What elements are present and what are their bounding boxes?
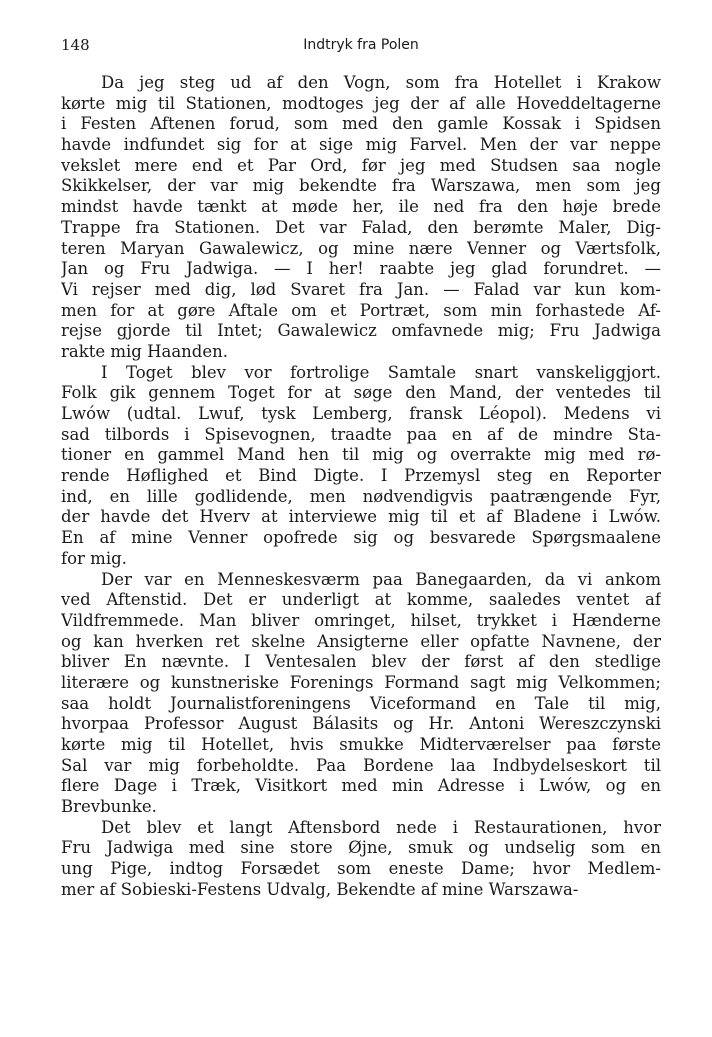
- text-line: Vildfremmede. Man bliver omringet, hilset, trykket i Hænderne: [61, 610, 661, 630]
- page-number: 148: [61, 36, 90, 54]
- text-line: Folk gik gennem Toget for at søge den Mand, der ventedes til: [61, 383, 661, 403]
- text-line: ind, en lille godlidende, men nødvendigvis paatrængende Fyr,: [61, 486, 661, 506]
- text-line: i Festen Aftenen forud, som med den gamle Kossak i Spidsen: [61, 114, 661, 134]
- text-line: og kan hverken ret skelne Ansigterne eller opfatte Navnene, der: [61, 631, 661, 651]
- running-title: Indtryk fra Polen: [303, 37, 419, 53]
- text-line: Der var en Menneskesværm paa Banegaarden, da vi ankom: [101, 569, 661, 589]
- text-line: havde indfundet sig for at sige mig Farvel. Men der var neppe: [61, 135, 661, 155]
- text-line: Jan og Fru Jadwiga. — I her! raabte jeg glad forundret. —: [61, 259, 661, 279]
- text-line: rejse gjorde til Intet; Gawalewicz omfavnede mig; Fru Jadwiga: [61, 321, 661, 341]
- text-line: En af mine Venner opofrede sig og besvarede Spørgsmaalene: [61, 528, 661, 548]
- text-line: rende Høflighed et Bind Digte. I Przemysl steg en Reporter: [61, 466, 661, 486]
- text-line: ved Aftenstid. Det er underligt at komme, saaledes ventet af: [61, 590, 661, 610]
- text-line: I Toget blev vor fortrolige Samtale snart vanskeliggjort.: [101, 362, 661, 382]
- text-line: men for at gøre Aftale om et Portræt, som min forhastede Af-: [61, 300, 661, 320]
- text-line: Brevbunke.: [61, 797, 157, 817]
- text-line: bliver En nævnte. I Ventesalen blev der først af den stedlige: [61, 652, 661, 672]
- text-line: Trappe fra Stationen. Det var Falad, den berømte Maler, Dig-: [61, 217, 661, 237]
- paragraph: [61, 363, 661, 570]
- text-line: kørte mig til Hotellet, hvis smukke Midterværelser paa første: [61, 735, 661, 754]
- text-line: Skikkelser, der var mig bekendte fra Warszawa, men som jeg: [61, 176, 661, 196]
- text-line: kørte mig til Stationen, modtoges jeg der af alle Hoveddeltagerne: [61, 93, 661, 113]
- paragraph: [61, 570, 661, 818]
- text-line: tioner en gammel Mand hen til mig og overrakte mig med rø-: [61, 445, 661, 465]
- text-line: rakte mig Haanden.: [61, 341, 228, 361]
- text-line: Fru Jadwiga med sine store Øjne, smuk og undselig som en: [61, 838, 661, 858]
- text-line: Lwów (udtal. Lwuf, tysk Lemberg, fransk Léopol). Medens vi: [61, 404, 661, 423]
- text-line: Da jeg steg ud af den Vogn, som fra Hotellet i Krakow: [101, 73, 661, 92]
- text-line: mer af Sobieski-Festens Udvalg, Bekendte af mine Warszawa-: [61, 879, 579, 899]
- text-line: literære og kunstneriske Forenings Formand sagt mig Velkommen;: [61, 672, 661, 692]
- text-line: teren Maryan Gawalewicz, og mine nære Venner og Værtsfolk,: [61, 238, 661, 258]
- text-line: Sal var mig forbeholdte. Paa Bordene laa Indbydelseskort til: [61, 755, 661, 775]
- text-line: saa holdt Journalistforeningens Viceformand en Tale til mig,: [61, 693, 661, 713]
- text-line: for mig.: [61, 548, 127, 568]
- text-line: der havde det Hverv at interviewe mig til et af Bladene i Lwów.: [61, 507, 661, 527]
- text-line: sad tilbords i Spisevognen, traadte paa en af de mindre Sta-: [61, 424, 661, 444]
- paragraph: [61, 818, 661, 901]
- paragraph: [61, 73, 661, 363]
- text-line: vekslet mere end et Par Ord, før jeg med Studsen saa nogle: [61, 155, 661, 175]
- body-text: [61, 73, 661, 901]
- text-line: Det blev et langt Aftensbord nede i Restaurationen, hvor: [101, 817, 661, 837]
- text-line: mindst havde tænkt at møde her, ile ned fra den høje brede: [61, 197, 661, 217]
- page-header: [61, 34, 661, 56]
- text-line: hvorpaa Professor August Bálasits og Hr. Antoni Wereszczynski: [61, 714, 661, 734]
- text-line: Vi rejser med dig, lød Svaret fra Jan. — Falad var kun kom-: [61, 279, 661, 299]
- text-line: flere Dage i Træk, Visitkort med min Adresse i Lwów, og en: [61, 776, 661, 796]
- text-line: ung Pige, indtog Forsædet som eneste Dame; hvor Medlem-: [61, 859, 661, 879]
